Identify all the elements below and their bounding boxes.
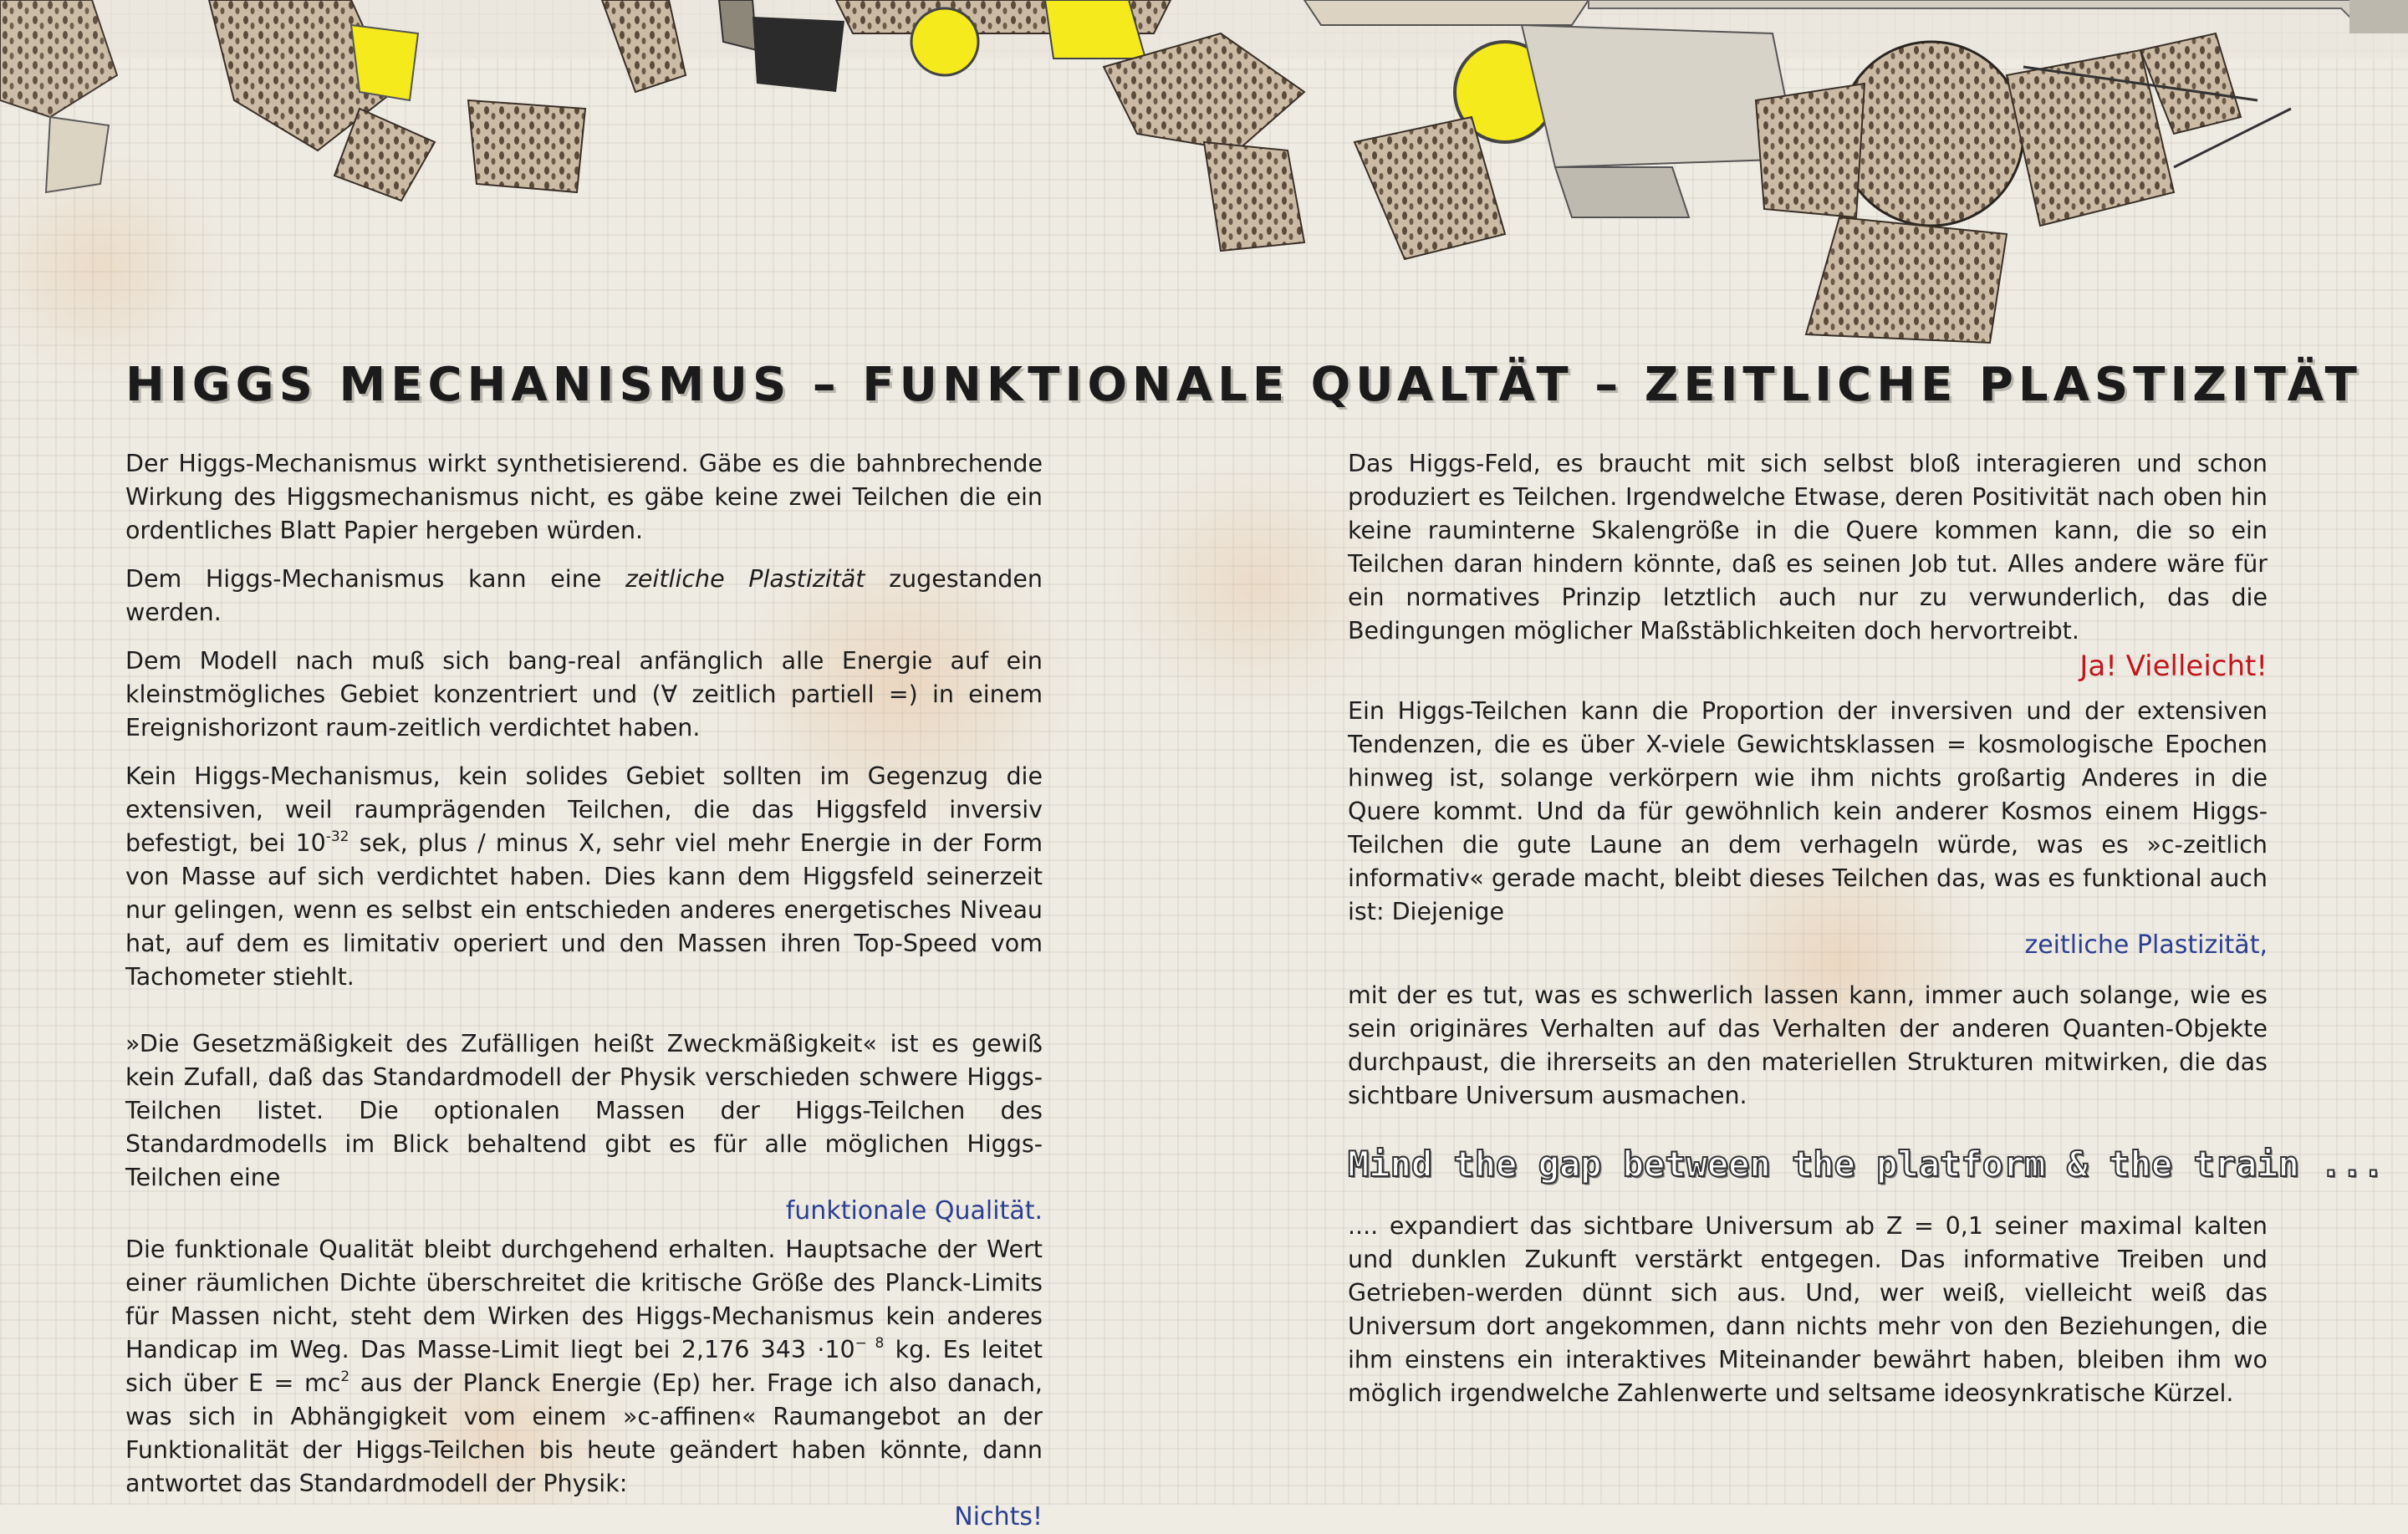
paragraph: »Die Gesetzmäßigkeit des Zufälligen heißt Zweckmäßigkeit« ist es gewiß kein Zufall, daß das Standardmodell der Physik verschieden schwere Higgs-Teilchen listet. Die optionalen Massen der Higgs-Teilchen des Standardmodells im Blick behaltend gibt es für alle möglichen Higgs-Teilchen eine [125,1030,1043,1191]
right-column [1348,447,2385,1425]
paragraph: Das Higgs-Feld, es braucht mit sich selbst bloß interagieren und schon produziert es Teilchen. Irgendwelche Etwase, deren Positivität nach oben hin keine rauminterne Skalengröße in die Quere kommen kann, die so ein Teilchen daran hindern könnte, daß es seinen Job tut. Alles andere wäre für ein normatives Prinzip letztlich auch nur zu verwunderlich, das die Bedingungen möglicher Maßstäblichkeiten doch hervortreibt. [1348,450,2268,645]
emphasis-text: zeitliche Plastizität [625,565,865,593]
slogan-heading: Mind the gap between the platform & the train ... [1348,1144,2385,1185]
page-title: HIGGS MECHANISMUS – FUNKTIONALE QUALTÄT – ZEITLICHE PLASTIZITÄT [125,358,2362,412]
paragraph: .... expandiert das sichtbare Universum ab Z = 0,1 seiner maximal kalten und dunklen Zukunft verstärkt entgegen. Das informative Treiben und Getrieben-werden dünnt sich aus. Und, wer weiß, vielleicht weiß das Universum dort angekommen, dann nichts mehr von den Beziehungen, die ihm einstens ein interaktives Miteinander bewährt haben, bleiben ihm wo möglich irgendwelche Zahlenwerte und seltsame ideosynkratische Kürzel. [1348,1212,2268,1407]
accent-ja-vielleicht: Ja! Vielleicht! [2079,650,2268,683]
stage-spotlights-illustration [0,0,2408,359]
accent-funktionale-qualitaet: funktionale Qualität. [785,1196,1043,1226]
accent-nichts: Nichts! [954,1502,1043,1531]
paragraph: Kein Higgs-Mechanismus, kein solides Gebiet sollten im Gegenzug die extensiven, weil raumprägenden Teilchen, die das Higgsfeld inversiv befestigt, bei $10^{-32}$ sek, plus / minus X, sehr viel mehr Energie in der Form von Masse auf sich verdichtet haben. Dies kann dem Higgsfeld seinerzeit nur gelingen, wenn es selbst ein entschieden anderes energetisches Niveau hat, auf dem es limitativ operiert und den Massen ihren Top-Speed vom Tachometer stiehlt. [125,762,1043,991]
paragraph: Ein Higgs-Teilchen kann die Proportion der inversiven und der extensiven Tendenzen, die es über X-viele Gewichtsklassen = kosmologische Epochen hinweg ist, solange verkörpern wie ihm nichts großartig Anderes in die Quere kommt. Und da für gewöhnlich kein anderer Kosmos einem Higgs-Teilchen die gute Laune an dem verhageln würde, was es »c-zeitlich informativ« gerade macht, bleibt dieses Teilchen das, was es funktional auch ist: Diejenige [1348,697,2268,925]
paragraph: mit der es tut, was es schwerlich lassen kann, immer auch solange, wie es sein originäres Verhalten auf das Verhalten der anderen Quanten-Objekte durchpaust, die ihrerseits an den materiellen Strukturen mitwirken, die das sichtbare Universum ausmachen. [1348,981,2268,1109]
paragraph: Dem Higgs-Mechanismus kann eine zeitliche Plastizität zugestanden werden. [125,565,1043,626]
spotlight-right-1 [1756,33,2291,343]
paragraph: Die funktionale Qualität bleibt durchgehend erhalten. Hauptsache der Wert einer räumlichen Dichte überschreitet die kritische Größe des Planck-Limits für Massen nicht, steht dem Wirken des Higgs-Mechanismus kein anderes Handicap im Weg. Das Masse-Limit liegt bei 2,176 $343 \cdot 10^{- 8}$ kg. Es leitet sich über $E = mc^2$ aus der Planck Energie (Ep) her. Frage ich also danach, was sich in Abhängigkeit vom einem »c-affinen« Raumangebot an der Funktionalität der Higgs-Teilchen bis heute geändert haben könnte, dann antwortet das Standardmodell der Physik: [125,1236,1043,1497]
accent-zeitliche-plastizitaet: zeitliche Plastizität, [2024,930,2268,960]
exponent: 2 [340,1368,350,1385]
paragraph: Der Higgs-Mechanismus wirkt synthetisierend. Gäbe es die bahnbrechende Wirkung des Higgsmechanismus nicht, es gäbe keine zwei Teilchen die ein ordentliches Blatt Papier hergeben würden. [125,450,1043,544]
paragraph: Dem Modell nach muß sich bang-real anfänglich alle Energie auf ein kleinstmögliches Gebiet konzentriert und (∀ zeitlich partiell =) in einem Ereignishorizont raum-zeitlich verdichtet haben. [125,647,1043,742]
left-column [125,447,1043,1534]
exponent: − 8 [855,1335,885,1352]
exponent: -32 [325,828,349,845]
spotlight-left-1 [0,0,117,192]
